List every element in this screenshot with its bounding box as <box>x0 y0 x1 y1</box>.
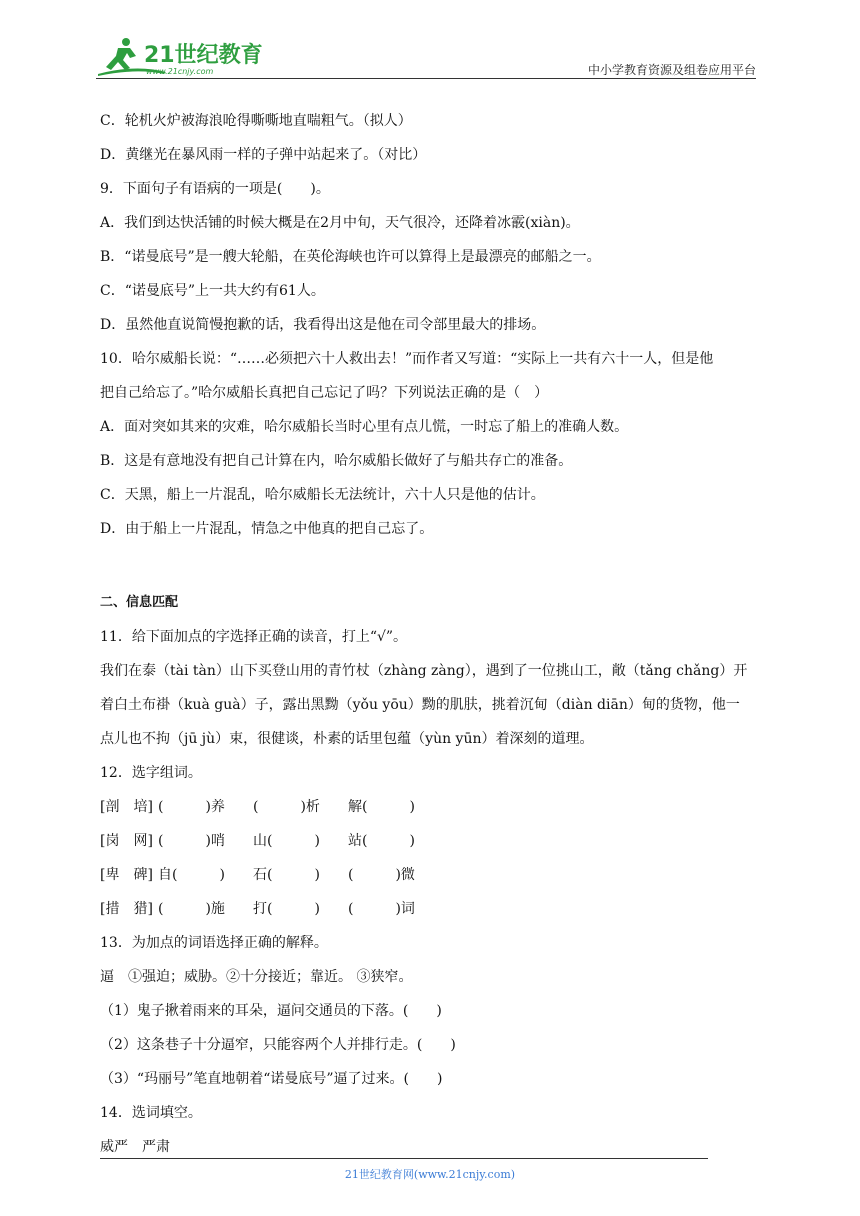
text-line: C．轮机火炉被海浪呛得嘶嘶地直喘粗气。（拟人） <box>100 113 412 129</box>
text-line: D．黄继光在暴风雨一样的子弹中站起来了。（对比） <box>100 147 427 163</box>
option-b: B．“诺曼底号”是一艘大轮船，在英伦海峡也许可以算得上是最漂亮的邮船之一。 <box>100 249 601 265</box>
q12-row <box>100 790 760 824</box>
q12-blank[interactable]: ( )养 <box>158 799 225 815</box>
q12-pair: [措 猎] <box>100 901 153 917</box>
q12-blank[interactable]: 山( ) <box>253 833 320 849</box>
option-a: A．面对突如其来的灾难，哈尔威船长当时心里有点儿慌，一时忘了船上的准确人数。 <box>100 419 629 435</box>
q12-blank[interactable]: 打( ) <box>253 901 320 917</box>
header-divider <box>96 78 756 79</box>
q11-text-line: 我们在泰（tài tàn）山下买登山用的青竹杖（zhàng zàng），遇到了一位挑山工，敞（tǎng chǎng）开 <box>100 663 748 679</box>
q12-row <box>100 858 760 892</box>
question-11: 11．给下面加点的字选择正确的读音，打上“√”。 <box>100 629 408 645</box>
logo-21cnjy <box>96 34 266 78</box>
question-9: 9．下面句子有语病的一项是( )。 <box>100 181 330 197</box>
option-c: C．“诺曼底号”上一共大约有61人。 <box>100 283 325 299</box>
question-10-cont: 把自己给忘了。”哈尔威船长真把自己忘记了吗？下列说法正确的是（ ） <box>100 385 549 401</box>
q13-item: （2）这条巷子十分逼窄，只能容两个人并排行走。( ) <box>100 1037 456 1053</box>
question-12: 12．选字组词。 <box>100 765 202 781</box>
q13-definitions: 逼 ①强迫；威胁。②十分接近；靠近。 ③狭窄。 <box>100 969 413 985</box>
q13-item: （3）“玛丽号”笔直地朝着“诺曼底号”逼了过来。( ) <box>100 1071 443 1087</box>
option-d: D．虽然他直说简慢抱歉的话，我看得出这是他在司令部里最大的排场。 <box>100 317 546 333</box>
q12-blank[interactable]: ( )微 <box>348 867 415 883</box>
option-d: D．由于船上一片混乱，情急之中他真的把自己忘了。 <box>100 521 434 537</box>
question-10: 10．哈尔威船长说：“……必须把六十人救出去！”而作者又写道：“实际上一共有六十一人，但是他 <box>100 351 714 367</box>
q12-blank[interactable]: 解( ) <box>348 799 415 815</box>
option-a: A．我们到达快活铺的时候大概是在2月中旬，天气很冷，还降着冰霰(xiàn)。 <box>100 215 580 231</box>
logo-url: www.21cnjy.com <box>146 67 214 76</box>
question-13: 13．为加点的词语选择正确的解释。 <box>100 935 328 951</box>
q11-text-line: 着白土布褂（kuà guà）子，露出黑黝（yǒu yōu）黝的肌肤，挑着沉甸（diàn diān）甸的货物，他一 <box>100 697 740 713</box>
page-header <box>96 34 756 80</box>
q14-word-choices: 威严 严肃 <box>100 1139 170 1155</box>
option-b: B．这是有意地没有把自己计算在内，哈尔威船长做好了与船共存亡的准备。 <box>100 453 573 469</box>
q12-row <box>100 892 760 926</box>
question-14: 14．选词填空。 <box>100 1105 202 1121</box>
footer-source[interactable]: 21世纪教育网(www.21cnjy.com) <box>344 1168 516 1181</box>
footer-divider <box>100 1158 708 1159</box>
q12-pair: [剖 培] <box>100 799 153 815</box>
section-title: 二、信息匹配 <box>100 595 179 610</box>
option-c: C．天黑，船上一片混乱，哈尔威船长无法统计，六十人只是他的估计。 <box>100 487 545 503</box>
logo-text: 21世纪教育 <box>144 43 263 68</box>
q12-pair: [卑 碑] <box>100 867 153 883</box>
q12-blank[interactable]: ( )析 <box>253 799 320 815</box>
q12-blank[interactable]: ( )施 <box>158 901 225 917</box>
q12-blank[interactable]: 自( ) <box>158 867 225 883</box>
q11-text-line: 点儿也不拘（jū jù）束，很健谈，朴素的话里包蕴（yùn yūn）着深刻的道理。 <box>100 731 594 747</box>
q12-pair: [岗 网] <box>100 833 153 849</box>
q12-blank[interactable]: 石( ) <box>253 867 320 883</box>
document-body <box>100 104 760 1164</box>
q12-blank[interactable]: 站( ) <box>348 833 415 849</box>
platform-label: 中小学教育资源及组卷应用平台 <box>587 63 756 77</box>
q12-blank[interactable]: ( )词 <box>348 901 415 917</box>
q12-blank[interactable]: ( )哨 <box>158 833 225 849</box>
q13-item: （1）鬼子揪着雨来的耳朵，逼问交通员的下落。( ) <box>100 1003 442 1019</box>
q12-row <box>100 824 760 858</box>
